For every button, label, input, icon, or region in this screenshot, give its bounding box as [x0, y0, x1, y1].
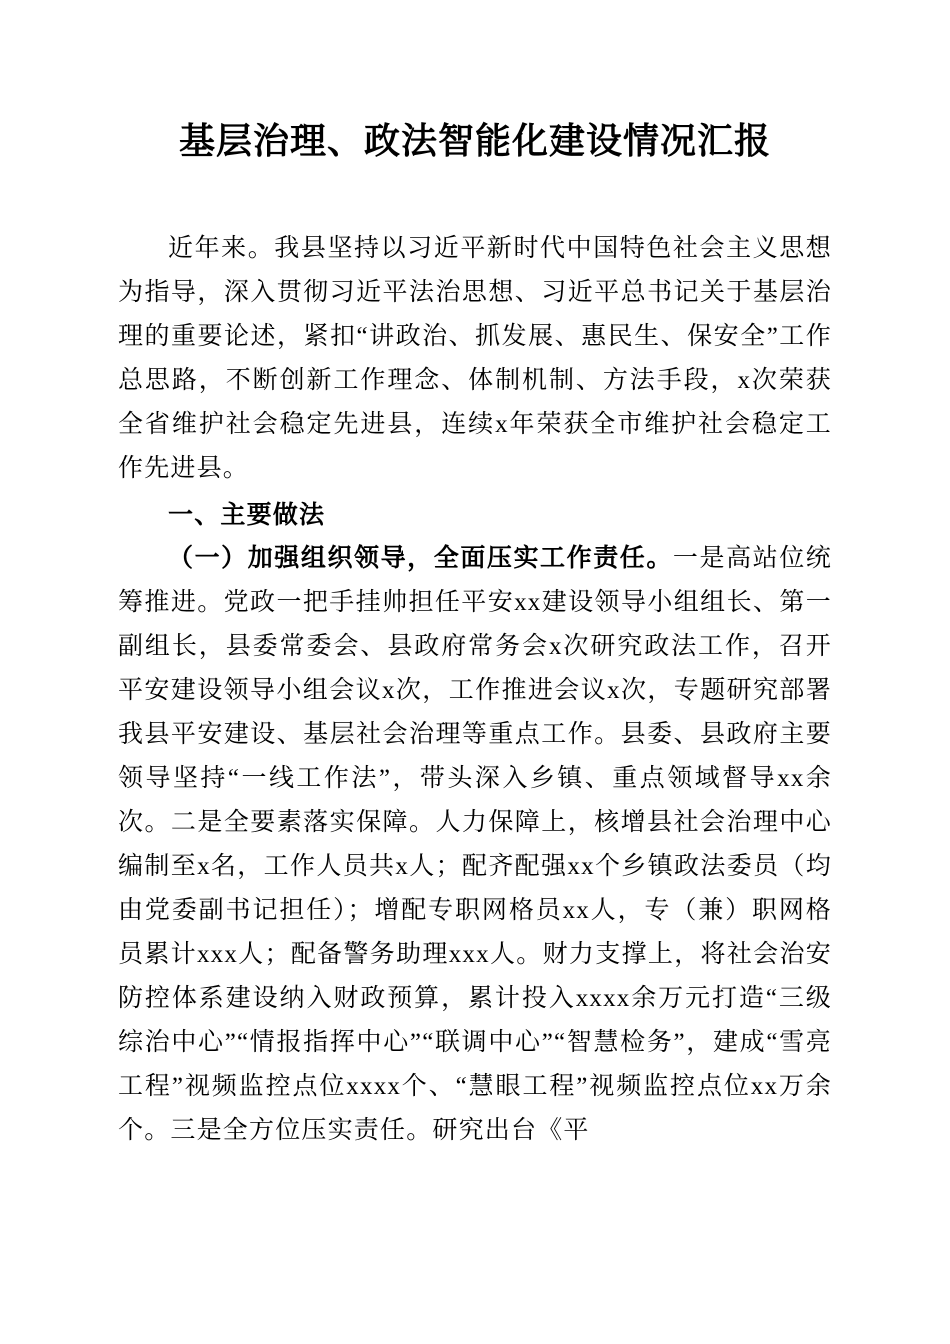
section-heading-main-practices: 一、主要做法: [168, 500, 326, 529]
sub-section-body: 一是高站位统筹推进。党政一把手挂帅担任平安xx建设领导小组组长、第一副组长，县委常委会、县政府常务会x次研究政法工作，召开平安建设领导小组会议x次，工作推进会议x次，专题研究部署我县平安建设、基层社会治理等重点工作。县委、县政府主要领导坚持“一线工作法”，带头深入乡镇、重点领域督导xx余次。二是全要素落实保障。人力保障上，核增县社会治理中心编制至x名，工作人员共x人；配齐配强xx个乡镇政法委员（均由党委副书记担任）；增配专职网格员xx人，专（兼）职网格员累计xxx人；配备警务助理xxx人。财力支撑上，将社会治安防控体系建设纳入财政预算，累计投入xxxx余万元打造“三级综治中心”“情报指挥中心”“联调中心”“智慧检务”，建成“雪亮工程”视频监控点位xxxx个、“慧眼工程”视频监控点位xx万余个。三是全方位压实责任。研究出台《平: [118, 544, 832, 1144]
document-title: 基层治理、政法智能化建设情况汇报: [178, 121, 771, 161]
sub-section-lead: （一）加强组织领导，全面压实工作责任。: [168, 544, 673, 572]
sub-section-paragraph: [118, 537, 832, 1153]
intro-paragraph: 近年来。我县坚持以习近平新时代中国特色社会主义思想为指导，深入贯彻习近平法治思想、习近平总书记关于基层治理的重要论述，紧扣“讲政治、抓发展、惠民生、保安全”工作总思路，不断创新工作理念、体制机制、方法手段，x次荣获全省维护社会稳定先进县，连续x年荣获全市维护社会稳定工作先进县。: [118, 234, 832, 482]
